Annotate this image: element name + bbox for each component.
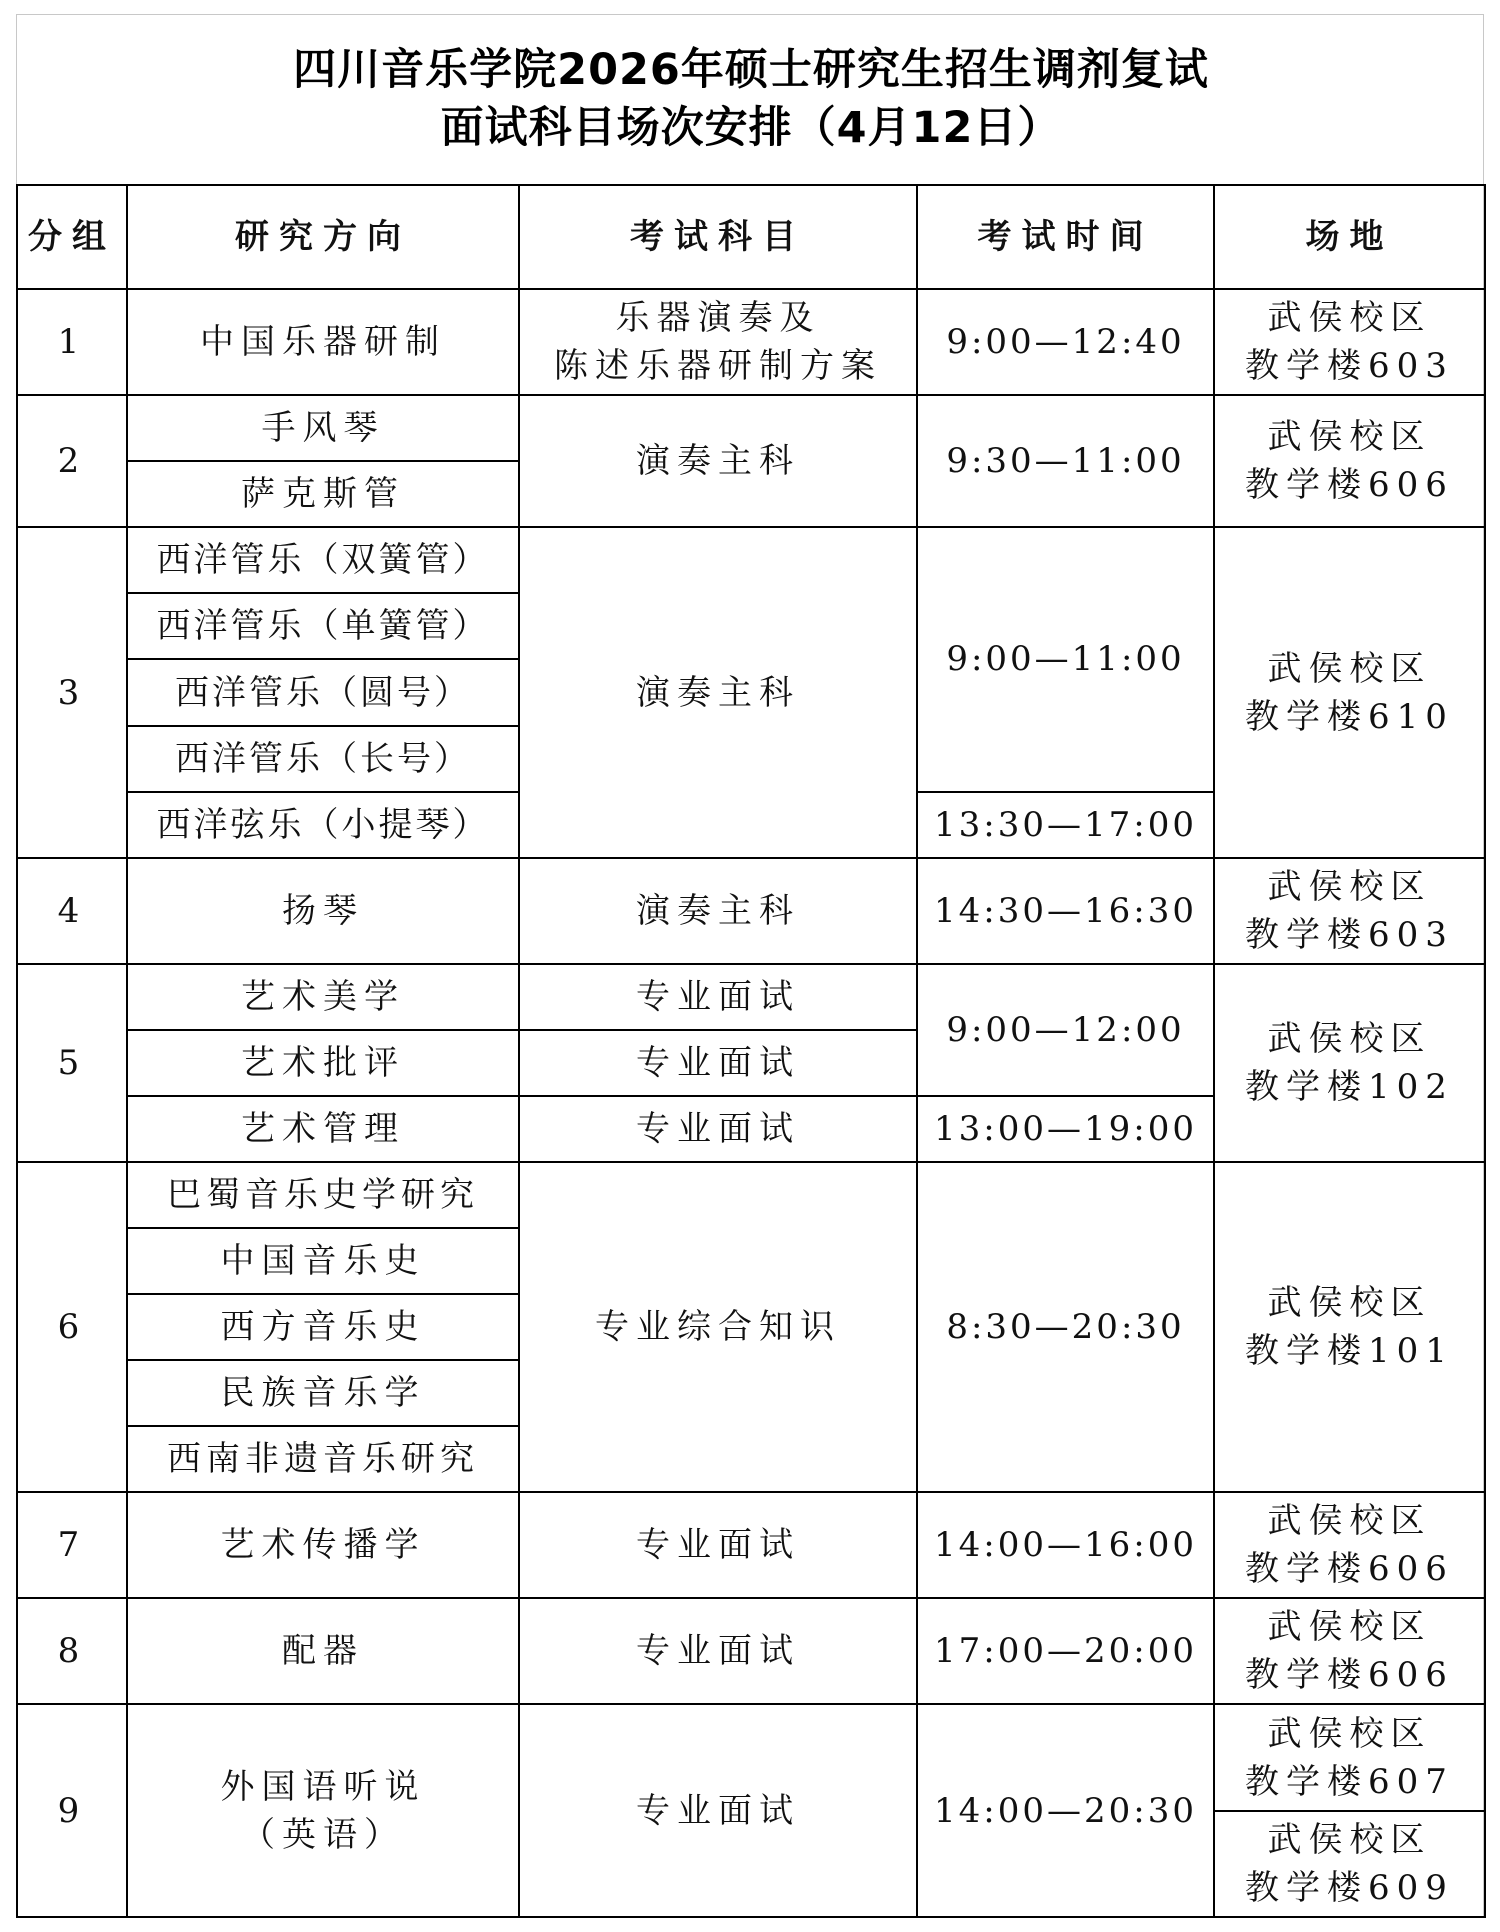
exam-subject: 演奏主科 bbox=[519, 395, 917, 527]
research-direction: 西洋弦乐（小提琴） bbox=[127, 792, 519, 858]
header-venue: 场地 bbox=[1214, 185, 1485, 289]
group-number: 1 bbox=[17, 289, 127, 395]
exam-time: 14:00—20:30 bbox=[917, 1704, 1214, 1917]
venue-campus: 武侯校区 bbox=[1267, 1018, 1432, 1059]
venue bbox=[1214, 1704, 1485, 1810]
group-number: 2 bbox=[17, 395, 127, 527]
venue-campus: 武侯校区 bbox=[1267, 866, 1432, 907]
schedule-table bbox=[16, 184, 1486, 1918]
exam-subject: 专业面试 bbox=[519, 1598, 917, 1704]
research-direction: 中国乐器研制 bbox=[127, 289, 519, 395]
venue-room: 教学楼610 bbox=[1245, 696, 1454, 737]
exam-subject: 演奏主科 bbox=[519, 858, 917, 964]
exam-subject: 专业面试 bbox=[519, 1704, 917, 1917]
group-number: 3 bbox=[17, 527, 127, 857]
title-line-2: 面试科目场次安排（4月12日） bbox=[440, 103, 1062, 153]
title-line-1: 四川音乐学院2026年硕士研究生招生调剂复试 bbox=[293, 45, 1209, 95]
venue-campus: 武侯校区 bbox=[1267, 1819, 1432, 1860]
research-direction: 西洋管乐（圆号） bbox=[127, 659, 519, 725]
group-number: 7 bbox=[17, 1492, 127, 1598]
research-direction: 西南非遗音乐研究 bbox=[127, 1426, 519, 1492]
table-row bbox=[17, 858, 1485, 964]
research-direction: 中国音乐史 bbox=[127, 1228, 519, 1294]
venue-campus: 武侯校区 bbox=[1267, 648, 1432, 689]
exam-time: 9:00—11:00 bbox=[917, 527, 1214, 791]
venue-room: 教学楼102 bbox=[1245, 1066, 1454, 1107]
research-direction: 艺术美学 bbox=[127, 964, 519, 1030]
table-row bbox=[17, 1598, 1485, 1704]
group-number: 6 bbox=[17, 1162, 127, 1492]
exam-subject: 专业综合知识 bbox=[519, 1162, 917, 1492]
group-number: 9 bbox=[17, 1704, 127, 1917]
exam-subject: 专业面试 bbox=[519, 964, 917, 1030]
research-direction: 民族音乐学 bbox=[127, 1360, 519, 1426]
exam-subject: 专业面试 bbox=[519, 1096, 917, 1162]
venue bbox=[1214, 395, 1485, 527]
table-row bbox=[17, 289, 1485, 395]
table-row bbox=[17, 1704, 1485, 1810]
header-time: 考试时间 bbox=[917, 185, 1214, 289]
venue-room: 教学楼603 bbox=[1245, 914, 1454, 955]
venue bbox=[1214, 1492, 1485, 1598]
exam-time: 9:00—12:00 bbox=[917, 964, 1214, 1096]
exam-time: 14:00—16:00 bbox=[917, 1492, 1214, 1598]
table-row bbox=[17, 1492, 1485, 1598]
research-direction-line: 外国语听说 bbox=[220, 1766, 426, 1807]
exam-time: 14:30—16:30 bbox=[917, 858, 1214, 964]
research-direction: 西方音乐史 bbox=[127, 1294, 519, 1360]
group-number: 8 bbox=[17, 1598, 127, 1704]
research-direction: 手风琴 bbox=[127, 395, 519, 461]
research-direction: 艺术传播学 bbox=[127, 1492, 519, 1598]
venue bbox=[1214, 1162, 1485, 1492]
research-direction-line: （英语） bbox=[241, 1814, 405, 1855]
venue-campus: 武侯校区 bbox=[1267, 1283, 1432, 1324]
table-row bbox=[17, 1162, 1485, 1228]
venue-campus: 武侯校区 bbox=[1267, 298, 1432, 339]
research-direction: 配器 bbox=[127, 1598, 519, 1704]
research-direction: 西洋管乐（长号） bbox=[127, 726, 519, 792]
page-title bbox=[17, 15, 1485, 183]
venue bbox=[1214, 964, 1485, 1162]
header-group: 分组 bbox=[17, 185, 127, 289]
exam-time: 13:00—19:00 bbox=[917, 1096, 1214, 1162]
venue-room: 教学楼606 bbox=[1245, 1655, 1454, 1696]
venue-room: 教学楼101 bbox=[1245, 1331, 1454, 1372]
research-direction: 西洋管乐（双簧管） bbox=[127, 527, 519, 593]
exam-time: 9:30—11:00 bbox=[917, 395, 1214, 527]
venue-room: 教学楼609 bbox=[1245, 1867, 1454, 1908]
exam-subject: 演奏主科 bbox=[519, 527, 917, 857]
venue-campus: 武侯校区 bbox=[1267, 1713, 1432, 1754]
group-number: 4 bbox=[17, 858, 127, 964]
table-row bbox=[17, 964, 1485, 1030]
exam-subject-line: 乐器演奏及 bbox=[615, 298, 821, 339]
research-direction: 巴蜀音乐史学研究 bbox=[127, 1162, 519, 1228]
header-row bbox=[17, 185, 1485, 289]
group-number: 5 bbox=[17, 964, 127, 1162]
venue bbox=[1214, 858, 1485, 964]
venue-room: 教学楼606 bbox=[1245, 465, 1454, 506]
venue bbox=[1214, 527, 1485, 857]
venue-campus: 武侯校区 bbox=[1267, 1501, 1432, 1542]
exam-time: 9:00—12:40 bbox=[917, 289, 1214, 395]
venue-room: 教学楼606 bbox=[1245, 1549, 1454, 1590]
venue bbox=[1214, 289, 1485, 395]
venue-room: 教学楼603 bbox=[1245, 346, 1454, 387]
header-direction: 研究方向 bbox=[127, 185, 519, 289]
table-row bbox=[17, 527, 1485, 593]
research-direction: 西洋管乐（单簧管） bbox=[127, 593, 519, 659]
research-direction: 扬琴 bbox=[127, 858, 519, 964]
exam-time: 13:30—17:00 bbox=[917, 792, 1214, 858]
venue bbox=[1214, 1598, 1485, 1704]
exam-time: 17:00—20:00 bbox=[917, 1598, 1214, 1704]
research-direction: 艺术批评 bbox=[127, 1030, 519, 1096]
table-row bbox=[17, 395, 1485, 461]
venue bbox=[1214, 1811, 1485, 1917]
research-direction: 萨克斯管 bbox=[127, 461, 519, 527]
exam-subject-line: 陈述乐器研制方案 bbox=[554, 346, 882, 387]
exam-subject bbox=[519, 289, 917, 395]
venue-campus: 武侯校区 bbox=[1267, 417, 1432, 458]
venue-campus: 武侯校区 bbox=[1267, 1607, 1432, 1648]
research-direction bbox=[127, 1704, 519, 1917]
exam-time: 8:30—20:30 bbox=[917, 1162, 1214, 1492]
research-direction: 艺术管理 bbox=[127, 1096, 519, 1162]
header-subject: 考试科目 bbox=[519, 185, 917, 289]
exam-subject: 专业面试 bbox=[519, 1030, 917, 1096]
exam-subject: 专业面试 bbox=[519, 1492, 917, 1598]
venue-room: 教学楼607 bbox=[1245, 1761, 1454, 1802]
